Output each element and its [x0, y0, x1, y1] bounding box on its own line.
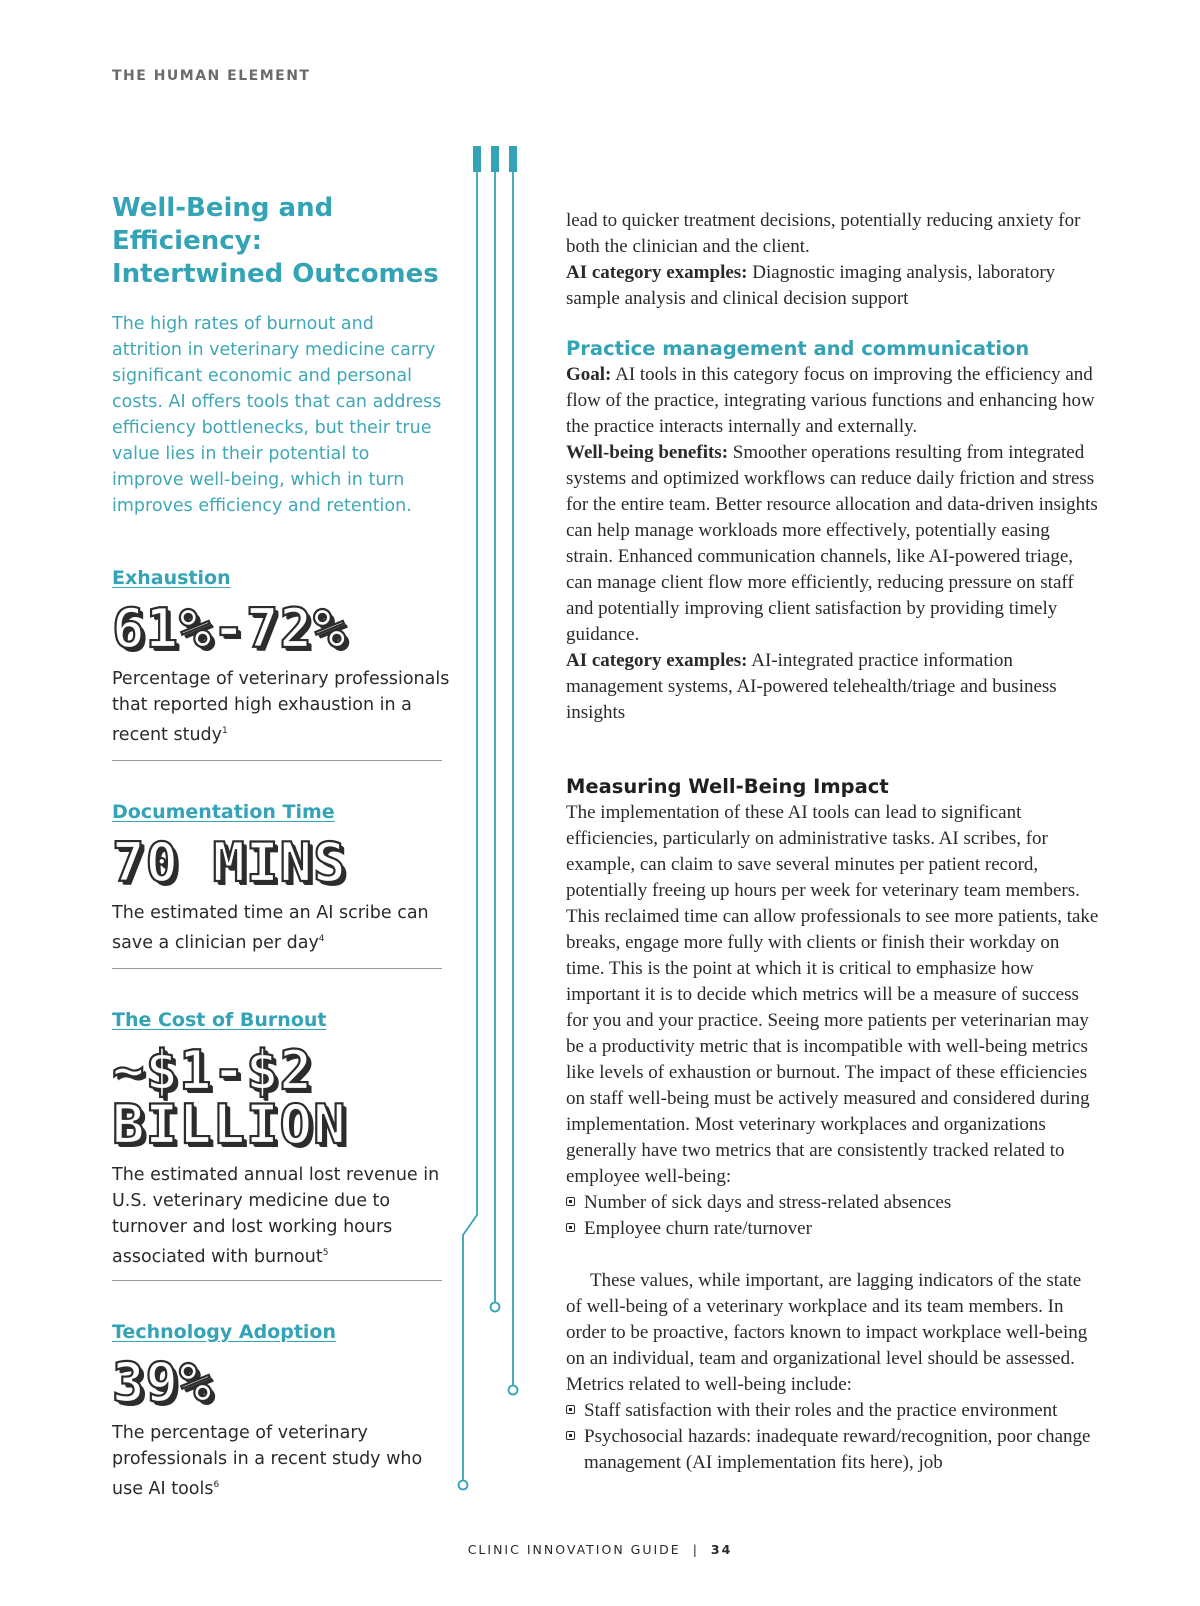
circuit-node-2 — [491, 1303, 500, 1312]
list-item: Employee churn rate/turnover — [566, 1216, 1101, 1242]
circuit-line-1 — [463, 172, 477, 1480]
stat-value: 70 MINS — [112, 831, 347, 894]
square-bullet-icon — [566, 1197, 575, 1206]
footnote-marker: 1 — [222, 726, 228, 736]
lagging-metrics-list — [566, 1190, 1101, 1242]
stat-value-line-2: BILLION — [112, 1093, 347, 1156]
left-column — [112, 192, 442, 519]
square-bullet-icon — [566, 1223, 575, 1232]
divider — [112, 1280, 442, 1281]
stat-cost-of-burnout — [112, 1008, 452, 1270]
intro-paragraph: The high rates of burnout and attrition in veterinary medicine carry significant economic and personal costs. AI offers tools that can address efficiency bottlenecks, but their true value lies in their potential to improve well-being, which in turn improves efficiency and retention. — [112, 314, 442, 516]
page-number: 34 — [710, 1542, 733, 1557]
stat-documentation-time — [112, 800, 452, 956]
stat-description: Percentage of veterinary professionals that reported high exhaustion in a recent study$^1$ — [112, 669, 450, 745]
circuit-bar-3 — [509, 146, 517, 172]
guide-name: CLINIC INNOVATION GUIDE — [467, 1542, 681, 1557]
section-label: THE HUMAN ELEMENT — [112, 68, 311, 84]
square-bullet-icon — [566, 1405, 575, 1414]
ai-examples-practice: AI category examples: AI-integrated practice information management systems, AI-powered telehealth/triage and business insights — [566, 650, 1057, 723]
stat-label: Documentation Time — [112, 801, 335, 823]
stat-description: The estimated annual lost revenue in U.S. veterinary medicine due to turnover and lost working hours associated with burnout$^5$ — [112, 1165, 440, 1267]
stat-label: Technology Adoption — [112, 1321, 336, 1343]
stat-value: 39% — [112, 1351, 213, 1414]
list-item: Number of sick days and stress-related absences — [566, 1190, 1101, 1216]
stat-label: The Cost of Burnout — [112, 1009, 327, 1031]
footnote-marker: 5 — [322, 1248, 329, 1258]
stat-value-line-1: ~$1-$2 — [112, 1039, 314, 1102]
sidebar-title: Well-Being and Efficiency: Intertwined Outcomes — [112, 193, 439, 289]
divider — [112, 968, 442, 969]
list-item: Staff satisfaction with their roles and the practice environment — [566, 1398, 1101, 1424]
footnote-marker: 4 — [318, 934, 325, 944]
circuit-node-3 — [509, 1386, 518, 1395]
well-being-metrics-list — [566, 1398, 1101, 1476]
benefits-paragraph: Well-being benefits: Smoother operations resulting from integrated systems and optimized workflows can reduce daily friction and stress for the entire team. Better resource allocation and data-driven insights can help manage workloads more effectively, potentially easing strain. Enhanced communication channels, like AI-powered triage, can manage client flow more efficiently, reducing pressure on staff and potentially improving client satisfaction by providing timely guidance. — [566, 442, 1098, 645]
stat-exhaustion — [112, 566, 452, 748]
footer-separator: | — [692, 1542, 699, 1557]
circuit-bar-2 — [491, 146, 499, 172]
goal-paragraph: Goal: AI tools in this category focus on improving the efficiency and flow of the practice, integrating various functions and enhancing how the practice interacts internally and externally. — [566, 364, 1095, 437]
circuit-node-1 — [459, 1481, 468, 1490]
square-bullet-icon — [566, 1431, 575, 1440]
circuit-bar-1 — [473, 146, 481, 172]
stat-description: The estimated time an AI scribe can save a clinician per day$^4$ — [112, 903, 429, 953]
practice-management-heading: Practice management and communication — [566, 337, 1030, 360]
stat-description: The percentage of veterinary professionals in a recent study who use AI tools$^6$ — [112, 1423, 423, 1499]
divider — [112, 760, 442, 761]
stat-value: 61%-72% — [112, 597, 347, 660]
lagging-indicators-paragraph: These values, while important, are lagging indicators of the state of well-being of a veterinary workplace and its team members. In order to be proactive, factors known to impact workplace well-being on an individual, team and organizational level should be assessed. Metrics related to well-being include: — [566, 1270, 1088, 1395]
list-item: Psychosocial hazards: inadequate reward/recognition, poor change management (AI implementation fits here), job — [566, 1424, 1101, 1476]
measuring-paragraph: The implementation of these AI tools can lead to significant efficiencies, particularly on administrative tasks. AI scribes, for example, can claim to save several minutes per patient record, potentially freeing up hours per week for veterinary team members. This reclaimed time can allow professionals to see more patients, take breaks, engage more fully with clients or finish their workday on time. This is the point at which it is critical to emphasize how important it is to decide which metrics will be a measure of success for you and your practice. Seeing more patients per veterinarian may be a productivity metric that is incompatible with well-being metrics like levels of exhaustion or burnout. The impact of these efficiencies on staff well-being must be actively measured and considered during implementation. Most veterinary workplaces and organizations generally have two metrics that are consistently tracked related to employee well-being: — [566, 802, 1099, 1187]
right-column-top — [566, 208, 1101, 726]
ai-examples-diagnostics: AI category examples: Diagnostic imaging analysis, laboratory sample analysis and clinical decision support — [566, 262, 1056, 309]
stat-label: Exhaustion — [112, 567, 231, 589]
stat-technology-adoption — [112, 1320, 452, 1502]
continued-paragraph: lead to quicker treatment decisions, potentially reducing anxiety for both the clinician and the client. — [566, 210, 1081, 257]
right-column-measuring — [566, 774, 1101, 1476]
footnote-marker: 6 — [213, 1480, 220, 1490]
page-footer — [0, 1542, 1200, 1557]
measuring-heading: Measuring Well-Being Impact — [566, 775, 889, 798]
